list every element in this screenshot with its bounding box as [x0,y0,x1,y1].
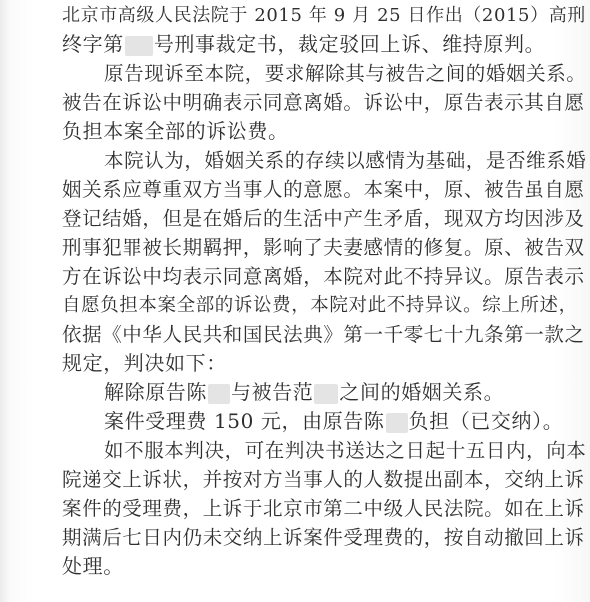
redaction-block [125,36,153,56]
redaction-block [314,384,338,404]
text-line [0,320,590,349]
line-text: 之间的婚姻关系。 [339,380,505,404]
text-line [0,262,590,291]
line-text: 终字第 [62,32,124,56]
line-text: 案件的受理费，上诉于北京市第二中级人民法院。如在上诉 [62,497,585,520]
line-text: 规定，判决如下： [62,351,227,375]
line-text: 处理。 [62,554,124,578]
line-text: 姻关系应尊重双方当事人的意愿。本案中，原、被告虽自愿 [62,178,585,201]
text-line [0,233,590,262]
text-line [0,117,590,146]
line-text: 方在诉讼中均表示同意离婚，本院对此不持异议。原告表示 [62,265,585,288]
text-line [0,59,590,88]
text-line [0,465,590,494]
line-text: 案件受理费 150 元，由原告陈 [104,409,385,433]
line-text: 负担（已交纳）。 [408,409,564,433]
text-line [0,146,590,175]
text-line [0,378,590,407]
line-text: 如不服本判决，可在判决书送达之日起十五日内，向本 [104,439,587,462]
line-text: 负担本案全部的诉讼费。 [62,119,289,143]
line-text: 刑事犯罪被长期羁押，影响了夫妻感情的修复。原、被告双 [62,236,585,259]
text-line [0,88,590,117]
line-text: 原告现诉至本院，要求解除其与被告之间的婚姻关系。 [104,62,587,85]
line-text: 与被告范 [231,380,314,404]
line-text: 自愿负担本案全部的诉讼费，本院对此不持异议。综上所述， [62,295,578,316]
text-line [0,523,590,552]
text-line [0,436,590,465]
text-line [0,30,590,59]
text-line [0,552,590,581]
text-line [0,494,590,523]
redaction-block [386,413,408,433]
redaction-block [208,384,230,404]
line-text: 期满后七日内仍未交纳上诉案件受理费的，按自动撤回上诉 [62,526,585,549]
line-text: 被告在诉讼中明确表示同意离婚。诉讼中，原告表示其自愿 [62,91,585,114]
text-line [0,291,590,320]
line-text: 院递交上诉状，并按对方当事人的人数提出副本，交纳上诉 [62,468,585,491]
line-text: 解除原告陈 [104,380,207,404]
text-line [0,349,590,378]
line-text: 北京市高级人民法院于 2015 年 9 月 25 日作出（2015）高刑 [62,5,586,26]
text-line [0,175,590,204]
line-text: 号刑事裁定书，裁定驳回上诉、维持原判。 [153,32,546,56]
line-text: 登记结婚，但是在婚后的生活中产生矛盾，现双方均因涉及 [62,207,585,230]
text-line [0,407,590,436]
line-text: 依据《中华人民共和国民法典》第一千零七十九条第一款之 [62,323,585,346]
text-line [0,1,590,30]
text-line [0,204,590,233]
line-text: 本院认为，婚姻关系的存续以感情为基础，是否维系婚 [104,149,587,172]
